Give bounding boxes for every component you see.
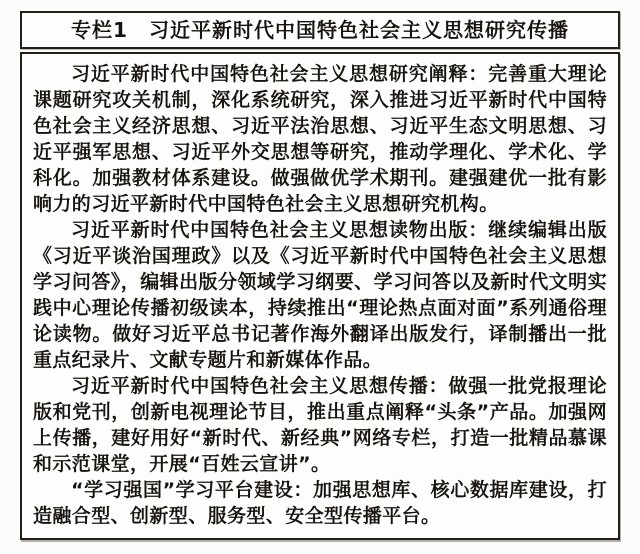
panel-title: 专栏1 习近平新时代中国特色社会主义思想研究传播 <box>71 18 569 42</box>
paragraph-research-interpretation: 习近平新时代中国特色社会主义思想研究阐释：完善重大理论课题研究攻关机制，深化系统研究，深入推进习近平新时代中国特色社会主义经济思想、习近平法治思想、习近平生态文明思想、习近平强军思想、习近平外交思想等研究，推动学理化、学术化、学科化。加强教材体系建设。做强做优学术期刊。建强建优一批有影响力的习近平新时代中国特色社会主义思想研究机构。 <box>33 63 607 215</box>
panel-header <box>20 11 620 49</box>
paragraph-publications: 习近平新时代中国特色社会主义思想读物出版：继续编辑出版《习近平谈治国理政》以及《习近平新时代中国特色社会主义思想学习问答》，编辑出版分领域学习纲要、学习问答以及新时代文明实践中心理论传播初级读本，持续推出“理论热点面对面”系列通俗理论读物。做好习近平总书记著作海外翻译出版发行，译制播出一批重点纪录片、文献专题片和新媒体作品。 <box>33 219 607 371</box>
panel-body <box>20 52 620 540</box>
paragraph-xuexi-qiangguo-platform: “学习强国”学习平台建设：加强思想库、核心数据库建设，打造融合型、创新型、服务型、安全型传播平台。 <box>33 479 607 527</box>
paragraph-dissemination: 习近平新时代中国特色社会主义思想传播：做强一批党报理论版和党刊，创新电视理论节目，推出重点阐释“头条”产品。加强网上传播，建好用好“新时代、新经典”网络专栏，打造一批精品慕课和示范课堂，开展“百姓云宣讲”。 <box>33 375 607 475</box>
